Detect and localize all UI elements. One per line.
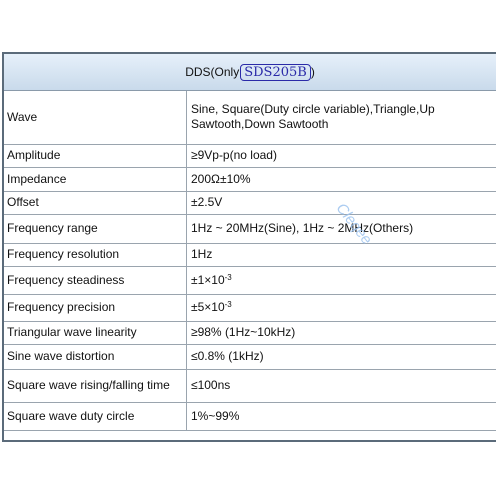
spec-label: Offset — [4, 191, 187, 214]
spec-value-text: Sine, Square(Duty circle variable),Triangle,Up Sawtooth,Down Sawtooth — [191, 102, 435, 132]
spec-label: Frequency steadiness — [4, 266, 187, 294]
spec-value — [187, 144, 497, 167]
spec-value — [187, 344, 497, 369]
spec-value-text: 200Ω±10% — [191, 171, 251, 186]
spec-label: Frequency range — [4, 214, 187, 243]
table-row — [4, 344, 496, 369]
spec-value — [187, 321, 497, 344]
spec-value-exponent: -3 — [224, 272, 232, 282]
spec-label: Wave — [4, 91, 187, 144]
spec-table — [4, 91, 496, 431]
spec-value-text: ±5×10 — [191, 300, 225, 314]
table-row — [4, 91, 496, 144]
table-row — [4, 214, 496, 243]
spec-value-text: ±2.5V — [191, 195, 223, 209]
table-row — [4, 369, 496, 402]
spec-value-text: 1Hz ~ 20MHz(Sine), 1Hz ~ 2MHz(Others) — [191, 221, 414, 235]
spec-value-exponent: -3 — [224, 300, 232, 309]
spec-value — [187, 243, 497, 266]
table-row — [4, 243, 496, 266]
spec-label: Triangular wave linearity — [4, 321, 187, 344]
spec-label: Amplitude — [4, 144, 187, 167]
spec-value — [187, 266, 497, 294]
spec-value-text: ≥98% (1Hz~10kHz) — [191, 325, 296, 339]
table-row — [4, 167, 496, 191]
spec-value — [187, 402, 497, 430]
spec-value-text: ≤0.8% (1kHz) — [191, 349, 264, 363]
spec-label: Square wave rising/falling time — [4, 369, 187, 402]
spec-value — [187, 91, 497, 144]
spec-value-text: ≥9Vp-p(no load) — [191, 148, 277, 162]
spec-value — [187, 167, 497, 191]
table-row — [4, 402, 496, 430]
spec-value — [187, 369, 497, 402]
spec-sheet — [2, 52, 496, 442]
spec-label: Sine wave distortion — [4, 344, 187, 369]
header-suffix: ) — [310, 65, 315, 79]
model-name: SDS205B — [240, 64, 311, 81]
table-row — [4, 144, 496, 167]
table-row — [4, 266, 496, 294]
spec-value — [187, 294, 497, 321]
spec-value-text: ≤100ns — [191, 378, 231, 392]
spec-value-text: 1%~99% — [191, 408, 240, 423]
watermark: Cleqee — [332, 200, 376, 248]
spec-label: Frequency resolution — [4, 243, 187, 266]
table-row — [4, 321, 496, 344]
spec-label: Impedance — [4, 167, 187, 191]
spec-value-text: 1Hz — [191, 247, 213, 261]
spec-value-text: ±1×10 — [191, 272, 225, 287]
table-row — [4, 294, 496, 321]
spec-label: Square wave duty circle — [4, 402, 187, 430]
spec-label: Frequency precision — [4, 294, 187, 321]
table-header — [4, 54, 496, 91]
header-prefix: DDS(Only — [185, 65, 240, 79]
table-row — [4, 191, 496, 214]
